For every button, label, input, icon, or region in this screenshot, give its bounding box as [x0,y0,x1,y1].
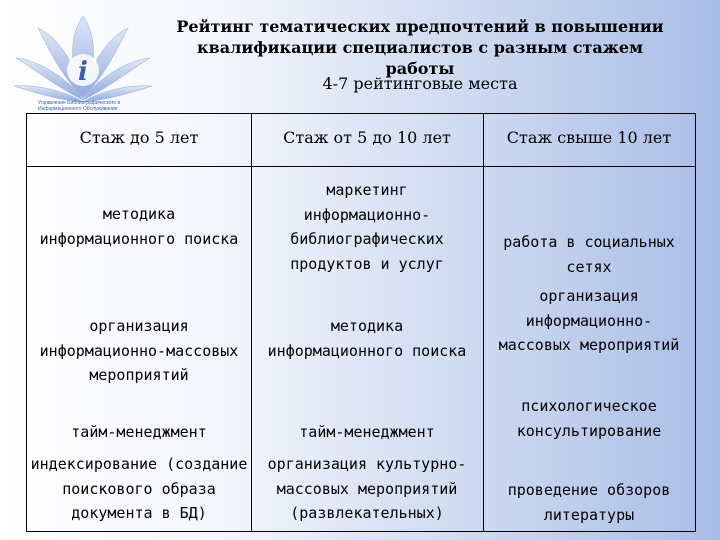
table-cell: методика информационного поиска [267,317,467,360]
table-cell: организация культурно-массовых мероприятий (развлекательных) [267,455,467,522]
header-divider [27,166,695,167]
header-cell-under-5: Стаж до 5 лет [79,128,199,147]
table-cell: проведение обзоров литературы [507,481,671,524]
page-title: Рейтинг тематических предпочтений в повышении квалификации специалистов с разным стажем работы [176,17,664,78]
table-cell: тайм-менеджмент [71,423,207,441]
table-cell: организация информационно-массовых мероприятий [39,317,239,384]
table-cell: работа в социальных сетях [503,233,675,276]
table-cell: психологическое консультирование [516,397,662,440]
header-cell-5-to-10: Стаж от 5 до 10 лет [283,128,451,147]
logo-caption: Управление Библиографического и Информационного Обслуживания [38,100,121,112]
svg-text:i: i [78,57,88,87]
table-cell: индексирование (создание поискового образа документа в БД) [30,455,248,522]
header-cell-over-10: Стаж свыше 10 лет [506,128,672,147]
table-cell: методика информационного поиска [39,205,239,248]
table-cell: организация информационно-массовых мероприятий [498,287,680,354]
column-divider [483,114,484,531]
rating-table [26,113,696,532]
table-cell: тайм-менеджмент [299,423,435,441]
page-subtitle: 4-7 рейтинговые места [322,74,518,93]
table-cell: маркетинг информационно-библиографических продуктов и услуг [290,181,444,273]
